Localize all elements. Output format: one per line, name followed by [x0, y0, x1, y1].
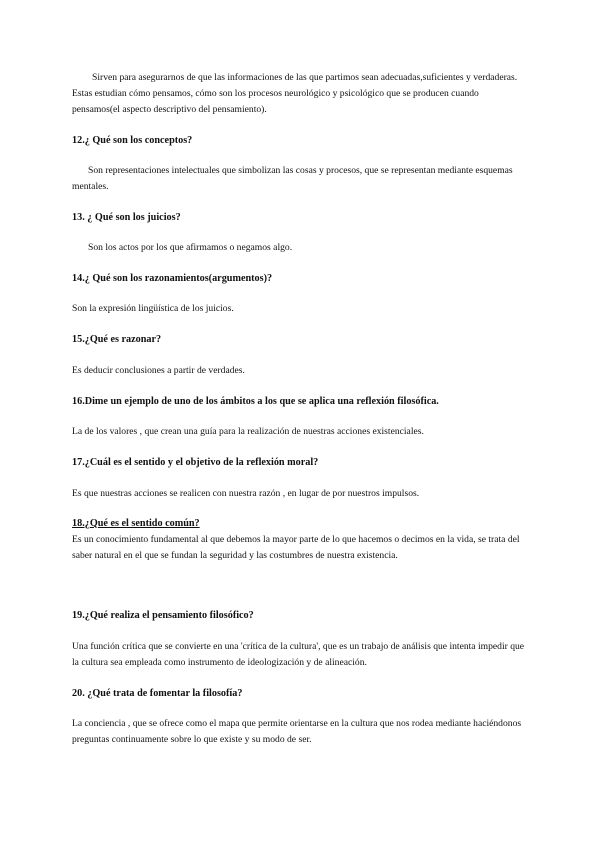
answer-13: Son los actos por los que afirmamos o negamos algo. — [88, 242, 293, 253]
answer-20: La conciencia , que se ofrece como el mapa que permite orientarse en la cultura que nos rodea mediante haciéndonos preguntas continuamente sobre lo que existe y su modo de ser. — [72, 718, 522, 745]
answer-16: La de los valores , que crean una guía para la realización de nuestras acciones existenciales. — [72, 426, 424, 437]
question-12: 12.¿ Qué son los conceptos? — [72, 135, 193, 146]
question-20: 20. ¿Qué trata de fomentar la filosofía? — [72, 688, 243, 699]
question-13: 13. ¿ Qué son los juicios? — [72, 212, 181, 223]
answer-12: Son representaciones intelectuales que simbolizan las cosas y procesos, que se representan mediante esquemas mentales. — [72, 165, 513, 192]
question-14: 14.¿ Qué son los razonamientos(argumentos)? — [72, 273, 273, 284]
answer-15: Es deducir conclusiones a partir de verdades. — [72, 365, 245, 376]
answer-14: Son la expresión lingüística de los juicios. — [72, 303, 234, 314]
intro-paragraph: Sirven para asegurarnos de que las informaciones de las que partimos sean adecuadas,suficientes y verdaderas. Estas estudian cómo pensamos, cómo son los procesos neurológico y psicológico que se producen cuando pensamos(el aspecto descriptivo del pensamiento). — [72, 72, 518, 115]
question-18-text: 18.¿Qué es el sentido común? — [72, 518, 200, 529]
question-16: 16.Dime un ejemplo de uno de los ámbitos a los que se aplica una reflexión filosófica. — [72, 396, 439, 407]
answer-18: Es un conocimiento fundamental al que debemos la mayor parte de lo que hacemos o decimos en la vida, se trata del saber natural en el que se fundan la seguridad y las costumbres de nuestra existencia. — [72, 534, 520, 561]
question-15: 15.¿Qué es razonar? — [72, 334, 162, 345]
question-18 — [72, 516, 528, 532]
question-17: 17.¿Cuál es el sentido y el objetivo de la reflexión moral? — [72, 457, 319, 468]
answer-19: Una función crítica que se convierte en una 'crítica de la cultura', que es un trabajo de análisis que intenta impedir que la cultura sea empleada como instrumento de ideologización y de alineación. — [72, 641, 525, 668]
question-19: 19.¿Qué realiza el pensamiento filosófico? — [72, 610, 254, 621]
answer-17: Es que nuestras acciones se realicen con nuestra razón , en lugar de por nuestros impulsos. — [72, 488, 420, 499]
